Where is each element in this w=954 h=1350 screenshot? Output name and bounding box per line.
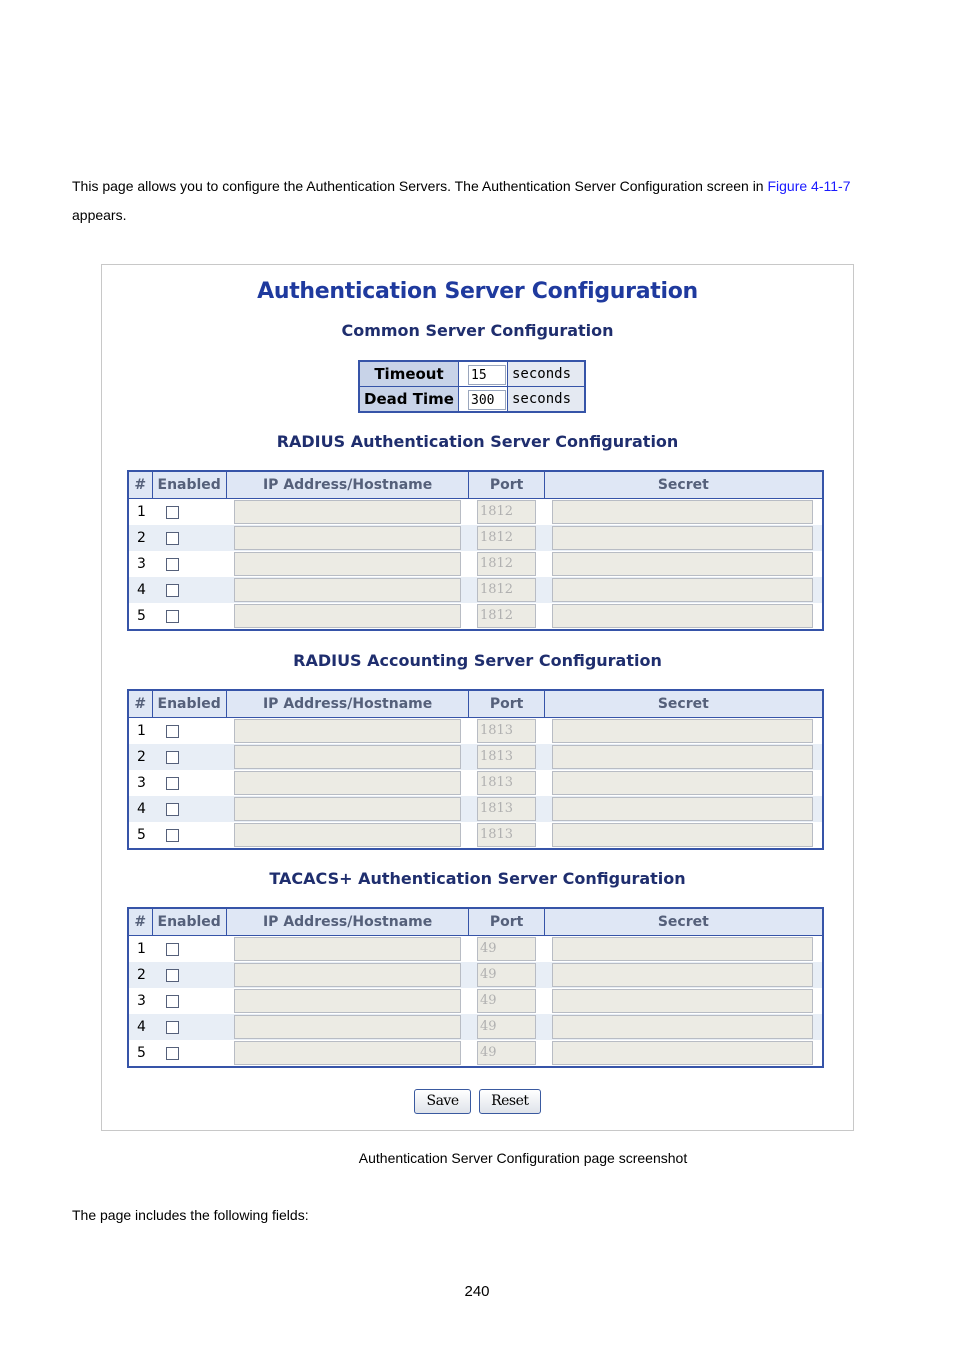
hostname-input[interactable] bbox=[234, 552, 461, 576]
tacacs-title: TACACS+ Authentication Server Configuration bbox=[269, 869, 686, 888]
intro-text: This page allows you to configure the Authentication Servers. The Authentication Server Configuration screen in bbox=[72, 178, 768, 194]
hostname-input[interactable] bbox=[234, 823, 461, 847]
secret-input[interactable] bbox=[552, 500, 813, 524]
row-number: 5 bbox=[137, 1045, 146, 1061]
port-input[interactable]: 1813 bbox=[477, 771, 536, 795]
port-input[interactable]: 1813 bbox=[477, 719, 536, 743]
enabled-checkbox[interactable] bbox=[166, 610, 179, 623]
secret-input[interactable] bbox=[552, 989, 813, 1013]
timeout-row bbox=[359, 361, 585, 387]
row-number: 2 bbox=[128, 525, 152, 551]
secret-input[interactable] bbox=[552, 1015, 813, 1039]
secret-input[interactable] bbox=[552, 937, 813, 961]
hostname-input[interactable] bbox=[234, 745, 461, 769]
save-button[interactable]: Save bbox=[414, 1089, 470, 1114]
secret-input[interactable] bbox=[552, 526, 813, 550]
header-col-ip: IP Address/Hostname bbox=[226, 690, 469, 718]
secret-input[interactable] bbox=[552, 552, 813, 576]
table-row bbox=[128, 718, 823, 745]
enabled-checkbox[interactable] bbox=[166, 829, 179, 842]
enabled-checkbox[interactable] bbox=[166, 995, 179, 1008]
row-number: 4 bbox=[128, 577, 152, 603]
table-row bbox=[128, 796, 823, 822]
enabled-checkbox[interactable] bbox=[166, 777, 179, 790]
row-number: 4 bbox=[128, 796, 152, 822]
figure-caption: Authentication Server Configuration page screenshot bbox=[358, 1150, 688, 1166]
row-number: 1 bbox=[137, 941, 146, 957]
row-number: 2 bbox=[128, 962, 152, 988]
secret-input[interactable] bbox=[552, 719, 813, 743]
common-section-title: Common Server Configuration bbox=[341, 321, 614, 340]
port-input[interactable]: 1812 bbox=[477, 500, 536, 524]
port-input[interactable]: 1812 bbox=[477, 604, 536, 628]
row-number: 1 bbox=[137, 504, 146, 520]
port-input[interactable]: 1812 bbox=[477, 526, 536, 550]
table-row bbox=[128, 962, 823, 988]
secret-input[interactable] bbox=[552, 578, 813, 602]
port-input[interactable]: 49 bbox=[477, 937, 536, 961]
table-row bbox=[128, 1014, 823, 1040]
hostname-input[interactable] bbox=[234, 526, 461, 550]
secret-input[interactable] bbox=[552, 1041, 813, 1065]
header-col-number: # bbox=[128, 471, 152, 499]
table-row bbox=[128, 603, 823, 630]
dead-time-label: Dead Time bbox=[359, 387, 459, 413]
row-number: 3 bbox=[137, 556, 146, 572]
enabled-checkbox[interactable] bbox=[166, 969, 179, 982]
header-col-ip: IP Address/Hostname bbox=[226, 908, 469, 936]
table-row bbox=[128, 525, 823, 551]
header-row bbox=[128, 471, 823, 499]
table-row bbox=[128, 744, 823, 770]
enabled-checkbox[interactable] bbox=[166, 751, 179, 764]
port-input[interactable]: 49 bbox=[477, 963, 536, 987]
dead-time-input[interactable]: 300 bbox=[468, 390, 506, 410]
dead-time-unit: seconds bbox=[508, 387, 586, 413]
hostname-input[interactable] bbox=[234, 989, 461, 1013]
port-input[interactable]: 1813 bbox=[477, 823, 536, 847]
secret-input[interactable] bbox=[552, 823, 813, 847]
timeout-input[interactable]: 15 bbox=[468, 365, 506, 385]
enabled-checkbox[interactable] bbox=[166, 584, 179, 597]
header-col-secret: Secret bbox=[544, 471, 823, 499]
enabled-checkbox[interactable] bbox=[166, 532, 179, 545]
timeout-label: Timeout bbox=[359, 361, 459, 387]
table-row bbox=[128, 770, 823, 796]
config-screenshot bbox=[101, 264, 854, 1131]
port-input[interactable]: 49 bbox=[477, 1041, 536, 1065]
port-input[interactable]: 1813 bbox=[477, 797, 536, 821]
header-col-enabled: Enabled bbox=[152, 908, 226, 936]
enabled-checkbox[interactable] bbox=[166, 725, 179, 738]
table-row bbox=[128, 988, 823, 1014]
secret-input[interactable] bbox=[552, 745, 813, 769]
button-bar bbox=[102, 1089, 853, 1114]
hostname-input[interactable] bbox=[234, 1015, 461, 1039]
enabled-checkbox[interactable] bbox=[166, 558, 179, 571]
table-row bbox=[128, 1040, 823, 1067]
port-input[interactable]: 1813 bbox=[477, 745, 536, 769]
secret-input[interactable] bbox=[552, 604, 813, 628]
port-input[interactable]: 1812 bbox=[477, 552, 536, 576]
header-row bbox=[128, 908, 823, 936]
fields-intro: The page includes the following fields: bbox=[72, 1207, 309, 1223]
header-col-secret: Secret bbox=[544, 908, 823, 936]
header-col-port: Port bbox=[469, 471, 544, 499]
enabled-checkbox[interactable] bbox=[166, 943, 179, 956]
radius-auth-table bbox=[127, 470, 824, 631]
row-number: 4 bbox=[128, 1014, 152, 1040]
hostname-input[interactable] bbox=[234, 1041, 461, 1065]
radius-auth-title: RADIUS Authentication Server Configuration bbox=[276, 432, 679, 451]
hostname-input[interactable] bbox=[234, 771, 461, 795]
header-col-number: # bbox=[128, 908, 152, 936]
common-config-table bbox=[358, 360, 586, 413]
table-row bbox=[128, 551, 823, 577]
header-col-enabled: Enabled bbox=[152, 471, 226, 499]
figure-link[interactable]: Figure 4-11-7 bbox=[767, 178, 851, 194]
secret-input[interactable] bbox=[552, 797, 813, 821]
hostname-input[interactable] bbox=[234, 797, 461, 821]
page-title: Authentication Server Configuration bbox=[257, 279, 698, 304]
hostname-input[interactable] bbox=[234, 604, 461, 628]
header-col-port: Port bbox=[469, 690, 544, 718]
header-col-port: Port bbox=[469, 908, 544, 936]
secret-input[interactable] bbox=[552, 963, 813, 987]
hostname-input[interactable] bbox=[234, 963, 461, 987]
row-number: 5 bbox=[137, 827, 146, 843]
table-row bbox=[128, 499, 823, 526]
row-number: 3 bbox=[137, 993, 146, 1009]
port-input[interactable]: 49 bbox=[477, 989, 536, 1013]
timeout-unit: seconds bbox=[508, 361, 586, 387]
tacacs-table bbox=[127, 907, 824, 1068]
hostname-input[interactable] bbox=[234, 578, 461, 602]
dead-time-row bbox=[359, 387, 585, 413]
port-input[interactable]: 1812 bbox=[477, 578, 536, 602]
header-col-enabled: Enabled bbox=[152, 690, 226, 718]
enabled-checkbox[interactable] bbox=[166, 803, 179, 816]
table-row bbox=[128, 577, 823, 603]
row-number: 3 bbox=[137, 775, 146, 791]
enabled-checkbox[interactable] bbox=[166, 1021, 179, 1034]
radius-acct-table bbox=[127, 689, 824, 850]
header-row bbox=[128, 690, 823, 718]
header-col-secret: Secret bbox=[544, 690, 823, 718]
enabled-checkbox[interactable] bbox=[166, 1047, 179, 1060]
header-col-ip: IP Address/Hostname bbox=[226, 471, 469, 499]
row-number: 5 bbox=[137, 608, 146, 624]
reset-button[interactable]: Reset bbox=[479, 1089, 540, 1114]
header-col-number: # bbox=[128, 690, 152, 718]
row-number: 2 bbox=[128, 744, 152, 770]
table-row bbox=[128, 822, 823, 849]
page-number: 240 bbox=[464, 1283, 490, 1300]
enabled-checkbox[interactable] bbox=[166, 506, 179, 519]
port-input[interactable]: 49 bbox=[477, 1015, 536, 1039]
hostname-input[interactable] bbox=[234, 937, 461, 961]
radius-acct-title: RADIUS Accounting Server Configuration bbox=[293, 651, 662, 670]
hostname-input[interactable] bbox=[234, 500, 461, 524]
secret-input[interactable] bbox=[552, 771, 813, 795]
hostname-input[interactable] bbox=[234, 719, 461, 743]
intro-paragraph bbox=[72, 172, 892, 230]
intro-text-end: appears. bbox=[72, 207, 127, 223]
row-number: 1 bbox=[137, 723, 146, 739]
table-row bbox=[128, 936, 823, 963]
